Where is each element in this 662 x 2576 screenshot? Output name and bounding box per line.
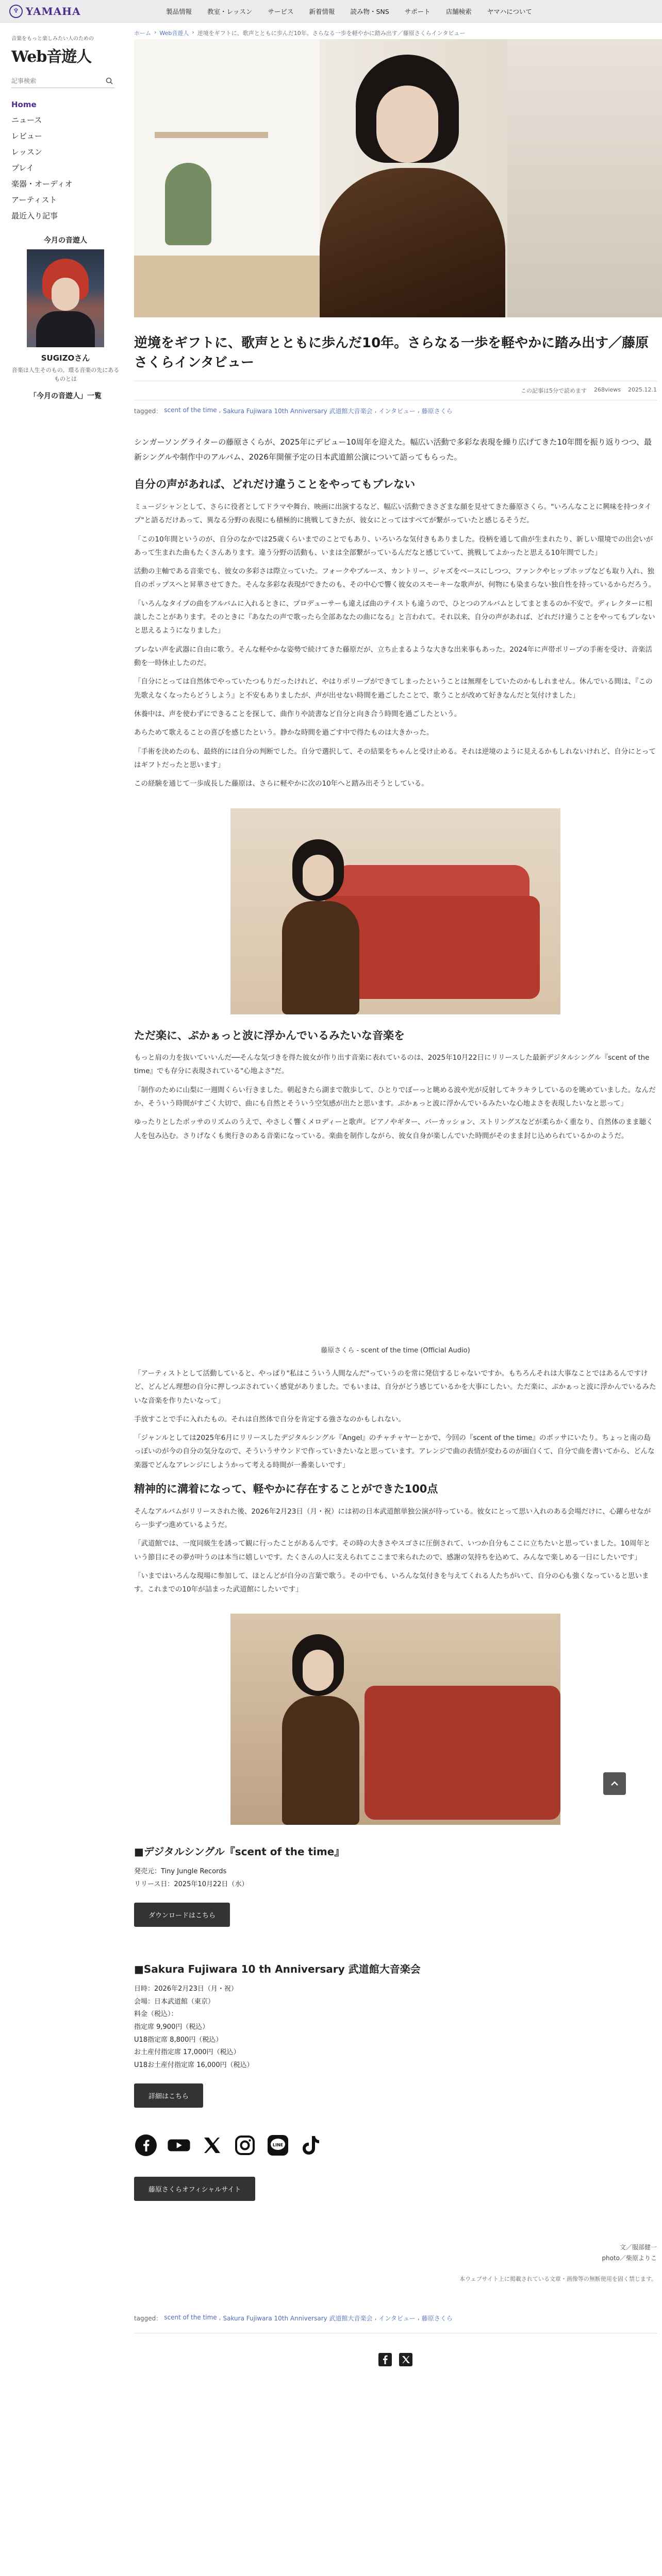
global-header (0, 0, 662, 23)
breadcrumb-home[interactable]: ホーム (134, 30, 151, 37)
tag-link[interactable]: インタビュー (378, 2314, 416, 2322)
single-label: 発売元：Tiny Jungle Records (134, 1868, 227, 1876)
section-heading: 自分の声があれば、どれだけ違うことをやってもブレない (134, 478, 416, 491)
side-nav-instruments[interactable]: 楽器・オーディオ (11, 179, 73, 189)
global-nav (159, 4, 539, 19)
nav-reading[interactable]: 読み物・SNS (350, 7, 389, 15)
yamaha-logo[interactable] (9, 5, 159, 18)
breadcrumb-current: 逆境をギフトに、歌声とともに歩んだ10年。さらなる一歩を軽やかに踏み出す／藤原さくらインタビュー (197, 30, 466, 37)
article-meta (134, 381, 657, 400)
nav-stores[interactable]: 店舗検索 (445, 7, 472, 15)
paragraph: あらためて歌えることの喜びを感じたという。静かな時間を過ごす中で得たものは大きかった。 (134, 728, 434, 737)
paragraph: 「制作のために山梨に一週間くらい行きました。朝起きたら湖まで散歩して、ひとりでぼーっと眺める波や光が反射してキラキラしているのを眺めていました。なんだか、そういう時間がすごく大切で、曲にも自然とそういう空気感が出たと思います。ぷかぁっと波に浮かんでいるみたいな心地よさを表現したいなと思って」 (134, 1086, 656, 1108)
concert-price: U18お土産付指定席 16,000円（税込） (134, 2061, 254, 2069)
side-nav (11, 97, 125, 224)
side-nav-recent[interactable]: 最近入り記事 (11, 211, 58, 221)
search-icon[interactable] (104, 76, 114, 86)
publish-date: 2025.12.1 (628, 386, 657, 394)
view-count: 268views (593, 386, 621, 394)
nav-products[interactable]: 製品情報 (166, 7, 192, 15)
nav-services[interactable]: サービス (268, 7, 294, 15)
side-nav-news[interactable]: ニュース (11, 115, 42, 125)
nav-news[interactable]: 新着情報 (309, 7, 335, 15)
tag-list: tagged： scent of the time , Sakura Fujiwara 10th Anniversary 武道館大音楽会 , インタビュー , 藤原さくら (134, 406, 453, 415)
concert-price: お土産付指定席 17,000円（税込） (134, 2048, 240, 2057)
tag-link[interactable]: scent of the time (164, 2313, 217, 2321)
paragraph: 「自分にとっては自然体でやっていたつもりだったけれど、やはりポリープができてしまったということは無理をしていたのかもしれません。休んでいる間は、『この先歌えなくなったらどうしよう』と不安もありましたが、声が出せない時間を過ごしたことで、歌うことが改めて好きなんだと気付けました」 (134, 677, 653, 700)
credit-text: 文／服部健一 (619, 2243, 657, 2251)
artist-social-links (134, 2133, 657, 2157)
paragraph: ブレない声を武器に自由に歌う。そんな軽やかな姿勢で続けてきた藤原だが、立ち止まるような大きな出来事もあった。2024年に声帯ポリープの手術を受け、音楽活動を一時休止したのだ。 (134, 645, 653, 667)
x-twitter-icon[interactable] (200, 2133, 224, 2157)
tag-link[interactable]: 藤原さくら (421, 2314, 453, 2322)
article-photo-sofa (230, 808, 560, 1014)
paragraph: 「ジャンルとしては2025年6月にリリースしたデジタルシングル『Angel』のチャチャヤーとかで、今回の『scent of the time』のボッサにいたり。ちょっと南の島っぽいのが今の自分の気分なので、そういうサウンドで作っていきたいなと思っています。アレンジで曲の表情が変わるのが面白くて、自分で曲を書いてから、どんな楽器でどんなアレンジにしようかって考える時間が一番楽しいです」 (134, 1434, 655, 1469)
side-nav-play[interactable]: プレイ (11, 163, 34, 173)
single-release-date: リリース日：2025年10月22日（水） (134, 1880, 249, 1889)
copyright-note: 本ウェブサイト上に掲載されている文章・画像等の無断使用を固く禁じます。 (459, 2275, 657, 2282)
month-feature-title: 今月の音遊人 (44, 236, 87, 245)
month-feature-list-link[interactable]: 「今月の音遊人」一覧 (29, 392, 102, 400)
paragraph: ゆったりとしたボッサのリズムのうえで、やさしく響くメロディーと歌声。ピアノやギター、パーカッション、ストリングスなどが柔らかく重なり、自然体のまま聴く人を包み込む。さりげなくも奥行きのある音楽になっている。楽曲を制作しながら、彼女自身が楽しんでいた時間がそのまま封じ込められているかのようだ。 (134, 1118, 653, 1140)
paragraph: ミュージシャンとして、さらに役者としてドラマや舞台、映画に出演するなど、幅広い活動できさざまな顔を見せてきた藤原さくら。"いろんなことに興味を持つタイプ"と語るだけあって、異なる分野の表現にも積極的に挑戦してきたが、彼女にとってはすべてが繋がっていたと感じるそうだ。 (134, 502, 652, 525)
line-icon[interactable] (266, 2133, 290, 2157)
concert-price: U18指定席 8,800円（税込） (134, 2036, 223, 2044)
tag-link[interactable]: Sakura Fujiwara 10th Anniversary 武道館大音楽会 (223, 408, 373, 415)
tag-list-bottom: tagged： scent of the time , Sakura Fujiwara 10th Anniversary 武道館大音楽会 , インタビュー , 藤原さくら (134, 2303, 657, 2333)
paragraph: 「この10年間というのが、自分のなかでは25歳くらいまでのことでもあり、いろいろな気付きもありました。役柄を通して曲が生まれたり、新しい環境での出会いがあって生まれた曲もたくさんあります。違う分野の活動も、いまは全部繋がっているんだなと感じていて、挑戦してよかったと思える10年間でした」 (134, 535, 653, 557)
tags-label: tagged： (134, 2314, 162, 2322)
facebook-share-icon[interactable] (377, 2352, 393, 2367)
video-caption: 藤原さくら - scent of the time (Official Audio) (321, 1346, 470, 1354)
search-box (11, 74, 114, 88)
hero-photo (134, 39, 662, 317)
paragraph: 「いろんなタイプの曲をアルバムに入れるときに、プロデューサーも違えば曲のテイストも違うので、ひとつのアルバムとしてまとまるのか不安で。ディレクターに相談したことがあります。そのときに『あなたの声で歌ったら全部あなたの曲になる』と言われて。それ以来、自分の声があれば、どれだけ違うことをやってもブレないと思えるようになりました」 (134, 599, 655, 635)
site-logo[interactable]: Web音遊人 (11, 48, 92, 66)
video-embed[interactable] (189, 1165, 602, 1341)
credits (134, 2242, 657, 2264)
paragraph: 「アーティストとして活動していると、やっぱり"私はこういう人間なんだ"っていうのを常に発信するじゃないですか。もちろんそれは大事なことではあるんですけど、どんどん理想の自分に押しつぶされていく感覚がありました。でもいまは、自分がどう感じているかを大事にしたい。ただ楽に、ぷかぁっと波に浮かんでいるみたいな音楽を作りたいなって」 (134, 1369, 656, 1405)
month-feature-photo[interactable] (27, 249, 104, 347)
month-feature-desc: 音楽は人生そのもの。環る音楽の先にあるものとは (11, 367, 120, 382)
paragraph: 活動の主軸である音楽でも、彼女の多彩さは際立っていた。フォークやブルース、カントリー、ジャズをベースにしつつ、ファンクやヒップホップなども取り入れ、独自のポップスへと昇華させてきた。そんな多彩な表現ができたのも、その中心で響く彼女のスモーキーな歌声が、何物にも染まらない独自性を持っているからだろう。 (134, 567, 656, 589)
tag-link[interactable]: 藤原さくら (421, 408, 453, 415)
tiktok-icon[interactable] (299, 2133, 323, 2157)
facebook-icon[interactable] (134, 2133, 158, 2157)
brand-name: YAMAHA (26, 5, 81, 18)
tuning-fork-icon: ♆ (9, 5, 23, 18)
month-feature-name[interactable]: SUGIZOさん (41, 353, 90, 363)
breadcrumb-separator: › (154, 29, 157, 36)
concert-price-label: 料金（税込）： (134, 2010, 178, 2019)
paragraph: 休養中は、声を使わずにできることを探して、曲作りや読書など自分と向き合う時間を過ごしたという。 (134, 709, 461, 718)
single-title: ■デジタルシングル『scent of the time』 (134, 1845, 345, 1858)
month-feature (11, 235, 120, 401)
youtube-icon[interactable] (167, 2133, 191, 2157)
paragraph: そんなアルバムがリリースされた後、2026年2月23日（月・祝）には初の日本武道館単独公演が待っている。彼女にとって思い入れのある会場だけに、心躍らせながら一歩ずつ進めているようだ。 (134, 1507, 651, 1529)
side-nav-home[interactable]: Home (11, 100, 37, 109)
paragraph: 「武道館では、一度同級生を誘って観に行ったことがあるんです。その時の大きさやスゴさに圧倒されて、いつか自分もここに立ちたいと思っていました。10周年という節目にその夢が叶うのは本当に嬉しいです。たくさんの人に支えられてここまで来られたので、感謝の気持ちを込めて、みんなで楽しめる一日にしたいです」 (134, 1539, 651, 1562)
paragraph: 手放すことで手に入れたもの。それは自然体で自分を肯定する強さなのかもしれない。 (134, 1415, 405, 1423)
concert-price: 指定席 9,900円（税込） (134, 2023, 209, 2031)
instagram-icon[interactable] (233, 2133, 257, 2157)
credit-photo: photo／柴原よりこ (602, 2255, 657, 2262)
paragraph: この経験を通じて一歩成長した藤原は、さらに軽やかに次の10年へと踏み出そうとしている。 (134, 779, 428, 788)
concert-details-button[interactable]: 詳細はこちら (134, 2083, 203, 2108)
read-time: この記事は5分で読めます (520, 387, 587, 395)
official-site-button[interactable]: 藤原さくらオフィシャルサイト (134, 2177, 255, 2201)
search-input[interactable] (11, 77, 104, 84)
section-heading: 精神的に溝着になって、軽やかに存在することができた100点 (134, 1483, 438, 1496)
concert-date: 日時：2026年2月23日（月・祝） (134, 1985, 238, 1993)
paragraph: 「いまではいろんな現場に参加して、ほとんどが自分の言葉で歌う。その中でも、いろんな気付きを与えてくれる人たちがいて、自分の心も強くなっていると思います。これまでの10年が詰まった武道館にしたいです」 (134, 1571, 649, 1594)
article-content (134, 317, 662, 2367)
tag-link[interactable]: Sakura Fujiwara 10th Anniversary 武道館大音楽会 (223, 2314, 373, 2322)
download-button[interactable]: ダウンロードはこちら (134, 1903, 230, 1927)
side-nav-review[interactable]: レビュー (11, 131, 43, 141)
nav-about[interactable]: ヤマハについて (487, 7, 532, 15)
svg-text:LINE: LINE (272, 2142, 284, 2147)
share-buttons (134, 2352, 657, 2367)
site-tagline: 音楽をもっと楽しみたい人のための (11, 36, 94, 42)
article-lead: シンガーソングライターの藤原さくらが、2025年にデビュー10周年を迎えた。幅広い活動で多彩な表現を繰り広げてきた10年間を振り返りつつ、最新シングルや制作中のアルバム、2026年開催予定の日本武道館公演について語ってもらった。 (134, 437, 652, 462)
article-photo-red-sofa (230, 1614, 560, 1825)
breadcrumb (134, 23, 662, 39)
paragraph: もっと肩の力を抜いていいんだ──そんな気づきを得た彼女が作り出す音楽に表れているのは、2025年10月22日にリリースした最新デジタルシングル『scent of the time』でも存分に表現されている"心地よさ"だ。 (134, 1054, 650, 1076)
twitter-share-icon[interactable] (398, 2352, 413, 2367)
section-heading: ただ楽に、ぷかぁっと波に浮かんでいるみたいな音楽を (134, 1029, 405, 1042)
scroll-to-top-button[interactable] (603, 1772, 626, 1795)
tag-link[interactable]: scent of the time (164, 406, 217, 414)
tag-link[interactable]: インタビュー (378, 408, 416, 415)
nav-support[interactable]: サポート (404, 7, 431, 15)
side-nav-lesson[interactable]: レッスン (11, 147, 42, 157)
concert-venue: 会場：日本武道館（東京） (134, 1997, 215, 2006)
nav-lessons[interactable]: 教室・レッスン (207, 7, 253, 15)
breadcrumb-separator: › (192, 29, 194, 36)
sidebar (0, 23, 134, 2367)
article-main (134, 23, 662, 2367)
paragraph: 「手術を決めたのも、最終的には自分の判断でした。自分で選択して、その結果をちゃんと受け止める。それは逆境のように見えるかもしれないけれど、自分にとってはギフトだったと思います」 (134, 747, 656, 769)
chevron-up-icon (610, 1779, 619, 1788)
side-nav-artist[interactable]: アーティスト (11, 195, 57, 205)
article-title: 逆境をギフトに、歌声とともに歩んだ10年。さらなる一歩を軽やかに踏み出す／藤原さくらインタビュー (134, 335, 649, 370)
concert-title: ■Sakura Fujiwara 10 th Anniversary 武道館大音楽会 (134, 1962, 421, 1975)
breadcrumb-section[interactable]: Web音遊人 (159, 30, 189, 37)
tags-label: tagged： (134, 408, 162, 415)
